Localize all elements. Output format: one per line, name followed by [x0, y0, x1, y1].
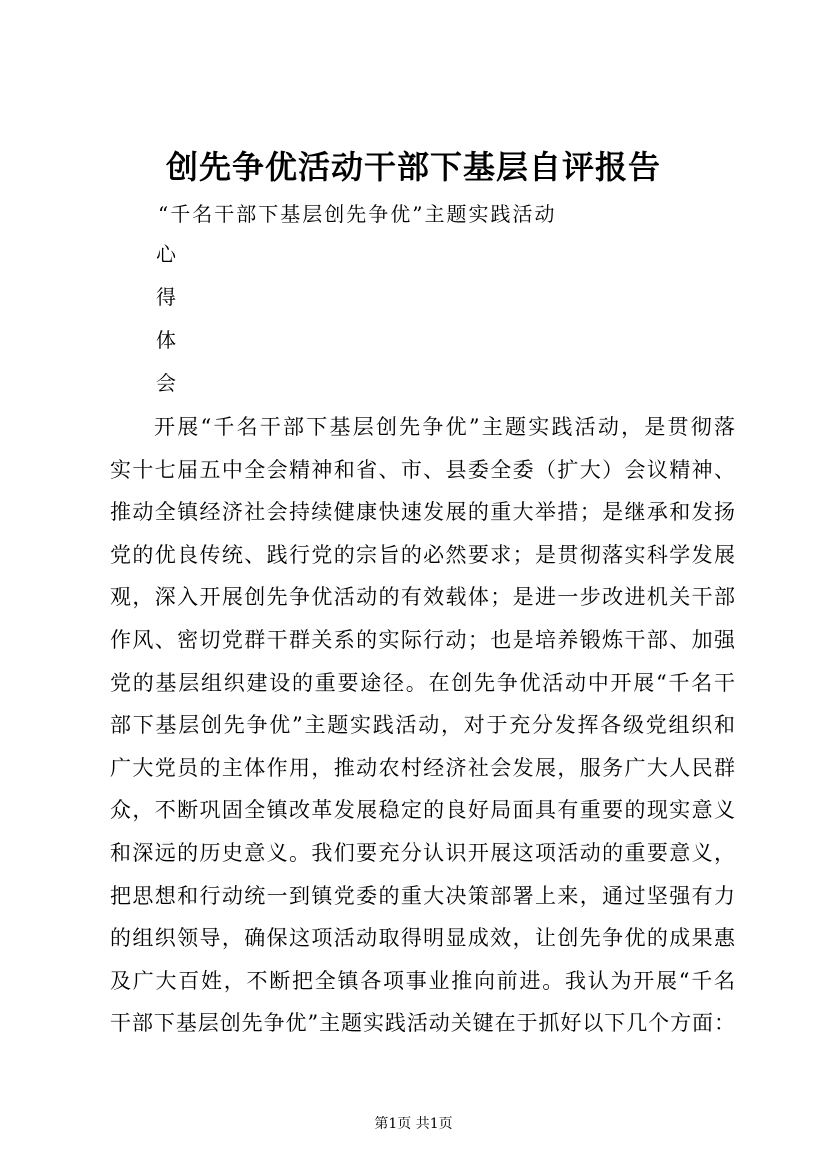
body-line: 广大党员的主体作用，推动农村经济社会发展，服务广大人民群: [110, 755, 735, 780]
body-line: 众，不断巩固全镇改革发展稳定的良好局面具有重要的现实意义: [110, 798, 735, 823]
vertical-char: 会: [156, 371, 176, 395]
body-line: 的组织领导，确保这项活动取得明显成效，让创先争优的成果惠: [110, 926, 735, 951]
body-line: 把思想和行动统一到镇党委的重大决策部署上来，通过坚强有力: [110, 883, 735, 908]
body-line: 及广大百姓，不断把全镇各项事业推向前进。我认为开展“千名: [110, 968, 735, 993]
body-line: 开展“千名干部下基层创先争优”主题实践活动，是贯彻落: [154, 415, 735, 439]
vertical-char: 得: [156, 285, 176, 309]
body-line: 实十七届五中全会精神和省、市、县委全委（扩大）会议精神、: [110, 457, 735, 482]
body-line: 干部下基层创先争优”主题实践活动关键在于抓好以下几个方面：: [110, 1011, 735, 1036]
document-body: [110, 406, 735, 1045]
body-line: 党的基层组织建设的重要途径。在创先争优活动中开展“千名干: [110, 670, 735, 695]
body-line: 推动全镇经济社会持续健康快速发展的重大举措；是继承和发扬: [110, 500, 735, 525]
page-footer: 第1页 共1页: [374, 1116, 453, 1132]
document-title: 创先争优活动干部下基层自评报告: [165, 148, 661, 186]
document-subtitle: “千名干部下基层创先争优”主题实践活动: [158, 202, 557, 226]
body-line: 观，深入开展创先争优活动的有效载体；是进一步改进机关干部: [110, 585, 735, 610]
vertical-char: 体: [156, 328, 176, 352]
body-line: 和深远的历史意义。我们要充分认识开展这项活动的重要意义，: [110, 840, 735, 865]
body-line: 部下基层创先争优”主题实践活动，对于充分发挥各级党组织和: [110, 713, 735, 738]
vertical-char: 心: [156, 242, 176, 266]
body-line: 作风、密切党群干群关系的实际行动；也是培养锻炼干部、加强: [110, 627, 735, 652]
body-line: 党的优良传统、践行党的宗旨的必然要求；是贯彻落实科学发展: [110, 542, 735, 567]
